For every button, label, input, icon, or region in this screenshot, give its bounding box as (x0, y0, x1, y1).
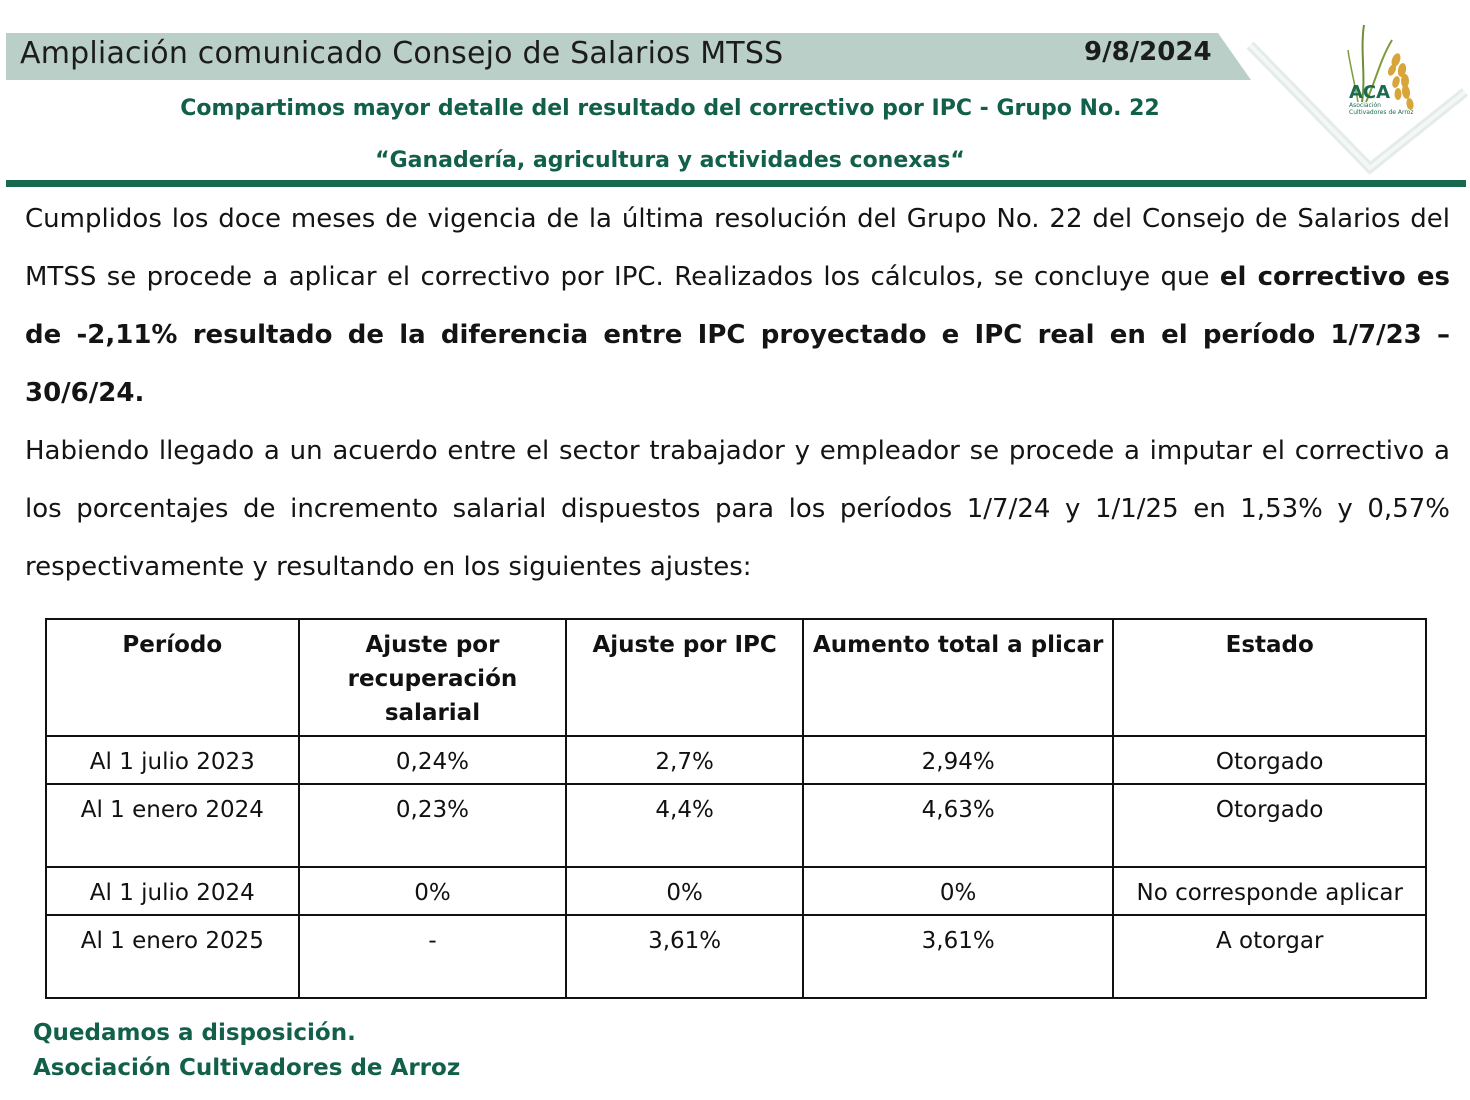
column-header-period: Período (46, 619, 299, 736)
table-cell: 0% (299, 867, 567, 915)
logo-subtitle: Asociación Cultivadores de Arroz (1349, 102, 1414, 116)
table-header-row (46, 619, 1426, 736)
table-row (46, 784, 1426, 867)
table-cell: 2,7% (566, 736, 803, 784)
paragraph-correctivo (25, 190, 1450, 422)
table-cell: 0% (566, 867, 803, 915)
paragraph-acuerdo: Habiendo llegado a un acuerdo entre el sector trabajador y empleador se procede a imputar el correctivo a los porcentajes de incremento salarial dispuestos para los períodos 1/7/24 y 1/1/25 en 1,53% y 0,57% respectivamente y resultando en los siguientes ajustes: (25, 436, 1450, 582)
table-cell: 0,23% (299, 784, 567, 867)
paragraph-emphasis: el correctivo es de -2,11% resultado de la diferencia entre IPC proyectado e IPC real en el período 1/7/23 – 30/6/24. (25, 262, 1451, 408)
table-cell: 0,24% (299, 736, 567, 784)
table-cell: Al 1 enero 2024 (46, 784, 299, 867)
table-cell: Al 1 enero 2025 (46, 915, 299, 998)
table-cell: Al 1 julio 2024 (46, 867, 299, 915)
closing-line-1: Quedamos a disposición. (33, 1020, 356, 1046)
column-header-total: Aumento total a plicar (803, 619, 1113, 736)
column-header-status: Estado (1113, 619, 1426, 736)
table-cell: 3,61% (566, 915, 803, 998)
table-row (46, 915, 1426, 998)
logo-text: ACA (1349, 82, 1391, 103)
table-cell: Otorgado (1113, 736, 1426, 784)
table-cell: 0% (803, 867, 1113, 915)
subtitle-line-1: Compartimos mayor detalle del resultado del correctivo por IPC - Grupo No. 22 (180, 96, 1160, 121)
document-title: Ampliación comunicado Consejo de Salarios MTSS (20, 36, 784, 71)
table-cell: A otorgar (1113, 915, 1426, 998)
closing-signature: Asociación Cultivadores de Arroz (33, 1055, 461, 1081)
column-header-ipc: Ajuste por IPC (566, 619, 803, 736)
column-header-recovery: Ajuste por recuperación salarial (299, 619, 567, 736)
table-cell: 2,94% (803, 736, 1113, 784)
table-cell: 4,4% (566, 784, 803, 867)
table-cell: Otorgado (1113, 784, 1426, 867)
table-cell: Al 1 julio 2023 (46, 736, 299, 784)
table-cell: 3,61% (803, 915, 1113, 998)
adjustments-table (45, 618, 1427, 999)
table-cell: - (299, 915, 567, 998)
table-row (46, 867, 1426, 915)
document-date: 9/8/2024 (1084, 37, 1212, 67)
subtitle-line-2: “Ganadería, agricultura y actividades conexas“ (375, 148, 965, 173)
table-cell: 4,63% (803, 784, 1113, 867)
table-row (46, 736, 1426, 784)
table-cell: No corresponde aplicar (1113, 867, 1426, 915)
header-divider (6, 180, 1466, 187)
paragraph-text: Cumplidos los doce meses de vigencia de la última resolución del Grupo No. 22 del Consejo de Salarios del MTSS se procede a aplicar el correctivo por IPC. Realizados los cálculos, se concluye que (25, 204, 1450, 292)
